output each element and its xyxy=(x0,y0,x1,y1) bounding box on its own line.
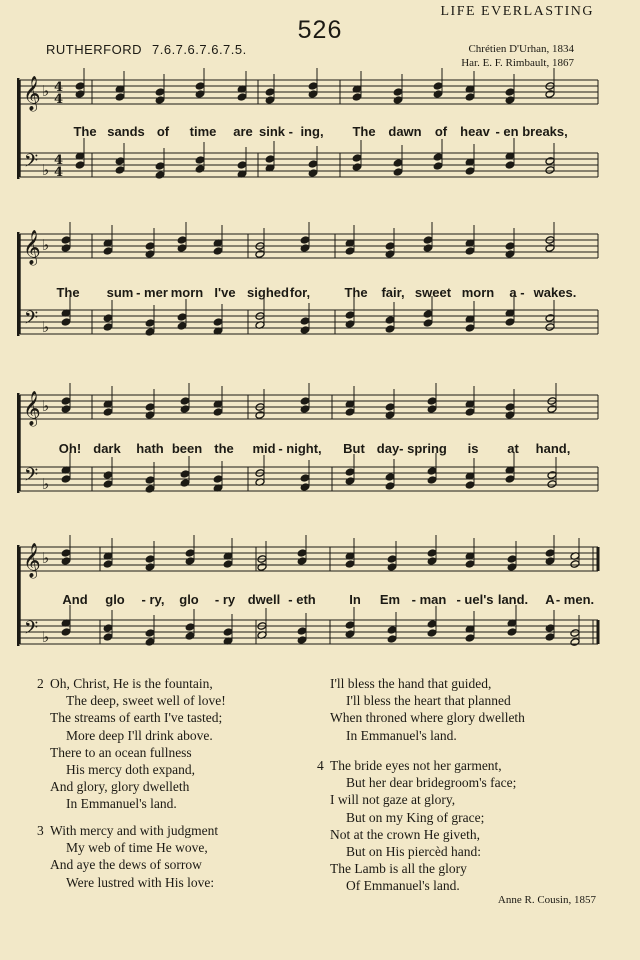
note-head xyxy=(345,630,355,639)
note-head xyxy=(180,479,190,488)
note-head xyxy=(297,549,307,558)
note-head xyxy=(237,161,247,170)
bass-clef: 𝄢 xyxy=(24,308,39,333)
note-head xyxy=(308,82,318,91)
lyric-syllable: are xyxy=(233,124,253,139)
note-head xyxy=(505,411,515,420)
stanza-number: 3 xyxy=(37,823,44,838)
lyric-syllable: - man xyxy=(411,592,447,607)
note-head xyxy=(505,242,515,251)
note-head xyxy=(177,313,187,322)
note-head xyxy=(465,324,475,333)
note-head xyxy=(257,563,267,572)
hymn-number: 526 xyxy=(297,16,343,44)
note-head xyxy=(297,627,307,636)
lyric-syllable: The xyxy=(56,285,80,300)
note-head xyxy=(155,88,165,97)
note-head xyxy=(545,557,555,566)
note-head xyxy=(433,90,443,99)
note-head xyxy=(308,160,318,169)
lyric-syllable: I've xyxy=(214,285,236,300)
lyric-syllable: Oh! xyxy=(58,441,82,456)
note-head xyxy=(427,467,437,476)
lyric-syllable: - mer xyxy=(136,285,168,300)
time-signature-bottom: 4 xyxy=(54,92,64,107)
note-head xyxy=(505,403,515,412)
verse-line: But on His piercèd hand: xyxy=(346,844,481,860)
lyric-syllable: sighed xyxy=(247,285,289,300)
bass-clef: 𝄢 xyxy=(24,618,39,643)
note-head xyxy=(103,560,113,569)
note-head xyxy=(385,482,395,491)
note-head xyxy=(185,632,195,641)
lyric-syllable: The xyxy=(352,124,376,139)
flat-sign: ♭ xyxy=(42,236,50,254)
note-head xyxy=(427,629,437,638)
verse-line: When throned where glory dwelleth xyxy=(330,710,525,726)
stanza-2 xyxy=(37,675,226,813)
lyric-syllable: - men. xyxy=(555,592,595,607)
note-head xyxy=(145,555,155,564)
note-head xyxy=(155,171,165,180)
lyric-syllable: of xyxy=(156,124,170,139)
note-head xyxy=(545,633,555,642)
note-head xyxy=(300,317,310,326)
note-head xyxy=(427,405,437,414)
note-head xyxy=(427,476,437,485)
note-head xyxy=(423,244,433,253)
note-head xyxy=(223,628,233,637)
note-head xyxy=(507,628,517,637)
verse-line: I'll bless the hand that guided, xyxy=(330,676,492,691)
lyric-syllable: sweet xyxy=(414,285,452,300)
note-head xyxy=(145,250,155,259)
lyric-syllable: heav xyxy=(460,124,490,139)
note-head xyxy=(61,549,71,558)
note-head xyxy=(385,411,395,420)
note-head xyxy=(103,247,113,256)
flat-sign: ♭ xyxy=(42,628,50,646)
note-head xyxy=(115,157,125,166)
note-head xyxy=(387,563,397,572)
verse-line: More deep I'll drink above. xyxy=(66,727,213,743)
note-head xyxy=(547,471,557,480)
lyric-syllable: dwell xyxy=(247,592,281,607)
note-head xyxy=(465,93,475,102)
note-head xyxy=(385,316,395,325)
verse-line: In Emmanuel's land. xyxy=(346,727,457,743)
flat-sign: ♭ xyxy=(42,549,50,567)
note-head xyxy=(545,157,555,166)
lyric-syllable: But xyxy=(343,441,365,456)
lyric-syllable: - uel's xyxy=(456,592,494,607)
note-head xyxy=(433,82,443,91)
note-head xyxy=(155,96,165,105)
note-head xyxy=(433,162,443,171)
lyric-line xyxy=(0,441,640,457)
note-head xyxy=(300,474,310,483)
note-head xyxy=(61,236,71,245)
lyric-syllable: The xyxy=(73,124,97,139)
note-head xyxy=(265,155,275,164)
note-head xyxy=(145,485,155,494)
note-head xyxy=(505,475,515,484)
lyric-syllable: sink - xyxy=(259,124,293,139)
lyric-syllable: And xyxy=(62,592,88,607)
lyric-syllable: been xyxy=(171,441,203,456)
note-head xyxy=(545,314,555,323)
note-head xyxy=(75,90,85,99)
author-credit: Anne R. Cousin, 1857 xyxy=(497,894,596,906)
bass-clef: 𝄢 xyxy=(24,465,39,490)
lyric-syllable: A xyxy=(545,592,555,607)
note-head xyxy=(265,88,275,97)
lyric-syllable: breaks, xyxy=(522,124,568,139)
treble-clef: 𝄞 xyxy=(23,230,41,265)
verse-line: And aye the dews of sorrow xyxy=(50,857,202,873)
flat-sign: ♭ xyxy=(42,161,50,179)
note-head xyxy=(300,244,310,253)
lyric-syllable: mid xyxy=(252,441,276,456)
tune-name: RUTHERFORD xyxy=(46,42,142,57)
verse-line: The streams of earth I've tasted; xyxy=(50,710,223,726)
note-head xyxy=(545,244,555,253)
treble-clef: 𝄞 xyxy=(23,391,41,426)
lyric-syllable: a - xyxy=(509,285,525,300)
note-head xyxy=(387,555,397,564)
note-head xyxy=(103,471,113,480)
note-head xyxy=(427,549,437,558)
lyric-syllable: is xyxy=(467,441,479,456)
lyric-syllable: morn xyxy=(170,285,204,300)
note-head xyxy=(393,96,403,105)
meter: 7.6.7.6.7.6.7.5. xyxy=(152,42,247,57)
note-head xyxy=(423,319,433,328)
lyric-syllable: glo xyxy=(179,592,199,607)
lyric-syllable: for, xyxy=(289,285,311,300)
lyric-syllable: Em xyxy=(379,592,401,607)
note-head xyxy=(237,93,247,102)
note-head xyxy=(385,473,395,482)
verse-line: Were lustred with His love: xyxy=(66,874,215,890)
note-head xyxy=(465,634,475,643)
flat-sign: ♭ xyxy=(42,318,50,336)
note-head xyxy=(180,405,190,414)
verse-line: I'll bless the heart that planned xyxy=(346,693,511,709)
note-head xyxy=(61,628,71,637)
note-head xyxy=(213,247,223,256)
note-head xyxy=(427,620,437,629)
note-head xyxy=(427,557,437,566)
stanza-number: 4 xyxy=(317,758,324,773)
note-head xyxy=(545,166,555,175)
note-head xyxy=(75,161,85,170)
verse-line: His mercy doth expand, xyxy=(66,762,195,778)
note-head xyxy=(385,250,395,259)
note-head xyxy=(145,319,155,328)
note-head xyxy=(505,318,515,327)
note-head xyxy=(185,549,195,558)
note-head xyxy=(145,242,155,251)
lyric-syllable: - ry, xyxy=(141,592,165,607)
note-head xyxy=(465,408,475,417)
note-head xyxy=(505,88,515,97)
note-head xyxy=(423,236,433,245)
lyric-syllable: - ry xyxy=(214,592,236,607)
note-head xyxy=(75,82,85,91)
note-head xyxy=(61,318,71,327)
note-head xyxy=(345,320,355,329)
note-head xyxy=(433,153,443,162)
stanza-number: 2 xyxy=(37,676,44,691)
note-head xyxy=(145,476,155,485)
verse-line: My web of time He wove, xyxy=(66,840,208,856)
note-head xyxy=(177,322,187,331)
note-head xyxy=(145,411,155,420)
note-head xyxy=(547,480,557,489)
verse-line: And glory, glory dwelleth xyxy=(50,779,190,795)
note-head xyxy=(393,159,403,168)
note-head xyxy=(385,325,395,334)
note-head xyxy=(255,411,265,420)
lyric-syllable: morn xyxy=(461,285,495,300)
lyric-syllable: In xyxy=(349,592,361,607)
verse-line: Not at the crown He giveth, xyxy=(330,826,480,842)
note-head xyxy=(352,163,362,172)
note-head xyxy=(352,93,362,102)
stanza-3-continued xyxy=(330,675,525,744)
note-head xyxy=(195,156,205,165)
note-head xyxy=(570,638,580,647)
lyric-line xyxy=(0,124,640,140)
note-head xyxy=(385,403,395,412)
note-head xyxy=(297,636,307,645)
note-head xyxy=(195,165,205,174)
note-head xyxy=(115,93,125,102)
note-head xyxy=(265,96,275,105)
note-head xyxy=(177,236,187,245)
lyric-syllable: sum xyxy=(106,285,134,300)
note-head xyxy=(545,90,555,99)
note-head xyxy=(180,470,190,479)
bass-clef: 𝄢 xyxy=(24,151,39,176)
note-head xyxy=(393,168,403,177)
note-head xyxy=(61,475,71,484)
note-head xyxy=(545,323,555,332)
arranger: Har. E. F. Rimbault, 1867 xyxy=(461,57,574,69)
note-head xyxy=(505,250,515,259)
lyric-line xyxy=(0,592,640,608)
note-head xyxy=(145,403,155,412)
lyric-syllable: hath xyxy=(136,441,164,456)
lyric-syllable: - spring xyxy=(399,441,447,456)
note-head xyxy=(255,250,265,259)
lyric-syllable: The xyxy=(344,285,368,300)
treble-clef: 𝄞 xyxy=(23,543,41,578)
lyric-syllable: land. xyxy=(497,592,529,607)
note-head xyxy=(387,626,397,635)
note-head xyxy=(352,154,362,163)
note-head xyxy=(300,483,310,492)
note-head xyxy=(115,166,125,175)
note-head xyxy=(145,638,155,647)
lyric-syllable: dark xyxy=(93,441,121,456)
lyric-syllable: at xyxy=(507,441,519,456)
note-head xyxy=(61,397,71,406)
lyric-syllable: of xyxy=(434,124,448,139)
lyric-syllable: - night, xyxy=(278,441,322,456)
system-brace xyxy=(17,232,20,336)
note-head xyxy=(308,90,318,99)
note-head xyxy=(393,88,403,97)
note-head xyxy=(345,468,355,477)
note-head xyxy=(345,247,355,256)
note-head xyxy=(223,560,233,569)
note-head xyxy=(300,326,310,335)
verse-line: The deep, sweet well of love! xyxy=(66,693,226,709)
verse-line: The bride eyes not her garment, xyxy=(330,758,502,773)
note-head xyxy=(61,405,71,414)
stanza-3 xyxy=(37,822,219,891)
lyric-syllable: the xyxy=(214,441,234,456)
lyric-syllable: - eth xyxy=(288,592,316,607)
time-signature-bottom: 4 xyxy=(54,165,64,180)
note-head xyxy=(385,242,395,251)
music-system xyxy=(17,222,598,336)
verse-line: In Emmanuel's land. xyxy=(66,796,177,812)
note-head xyxy=(300,405,310,414)
lyric-line xyxy=(0,285,640,301)
lyric-syllable: - en xyxy=(495,124,519,139)
note-head xyxy=(61,557,71,566)
verse-line: But her dear bridegroom's face; xyxy=(346,775,517,791)
note-head xyxy=(387,635,397,644)
note-head xyxy=(103,633,113,642)
verse-line: The Lamb is all the glory xyxy=(330,861,467,877)
note-head xyxy=(185,557,195,566)
note-head xyxy=(195,82,205,91)
verse-line: But on my King of grace; xyxy=(346,809,485,825)
time-signature-top: 4 xyxy=(54,153,64,168)
stanza-4 xyxy=(317,757,517,895)
note-head xyxy=(427,397,437,406)
flat-sign: ♭ xyxy=(42,397,50,415)
lyric-syllable: dawn xyxy=(388,124,422,139)
note-head xyxy=(145,328,155,337)
note-head xyxy=(300,236,310,245)
lyric-syllable: ing, xyxy=(300,124,324,139)
note-head xyxy=(465,167,475,176)
music-system xyxy=(17,383,598,493)
note-head xyxy=(297,557,307,566)
note-head xyxy=(177,244,187,253)
note-head xyxy=(145,563,155,572)
verse-line: I will not gaze at glory, xyxy=(330,792,456,808)
note-head xyxy=(465,560,475,569)
verse-line: Oh, Christ, He is the fountain, xyxy=(50,676,213,691)
flat-sign: ♭ xyxy=(42,82,50,100)
note-head xyxy=(465,481,475,490)
verse-line: Of Emmanuel's land. xyxy=(346,878,460,894)
note-head xyxy=(213,475,223,484)
lyric-syllable: hand, xyxy=(535,441,571,456)
note-head xyxy=(545,549,555,558)
section-title: LIFE EVERLASTING xyxy=(440,4,594,19)
note-head xyxy=(180,397,190,406)
note-head xyxy=(423,310,433,319)
note-head xyxy=(507,563,517,572)
note-head xyxy=(103,408,113,417)
lyric-syllable: glo xyxy=(105,592,125,607)
note-head xyxy=(465,247,475,256)
note-head xyxy=(505,96,515,105)
note-head xyxy=(103,480,113,489)
note-head xyxy=(213,318,223,327)
note-head xyxy=(547,405,557,414)
time-signature-top: 4 xyxy=(54,80,64,95)
note-head xyxy=(185,623,195,632)
note-head xyxy=(345,408,355,417)
note-head xyxy=(345,311,355,320)
lyric-syllable: sands xyxy=(107,124,145,139)
note-head xyxy=(545,624,555,633)
note-head xyxy=(213,408,223,417)
lyric-syllable: time xyxy=(189,124,217,139)
note-head xyxy=(103,624,113,633)
composer: Chrétien D'Urhan, 1834 xyxy=(468,43,574,55)
verse-line: There to an ocean fullness xyxy=(50,744,192,760)
verse-line: With mercy and with judgment xyxy=(50,823,219,838)
lyric-syllable: day xyxy=(376,441,400,456)
note-head xyxy=(103,314,113,323)
note-head xyxy=(345,621,355,630)
note-head xyxy=(570,560,580,569)
note-head xyxy=(103,323,113,332)
flat-sign: ♭ xyxy=(42,475,50,493)
lyric-syllable: fair, xyxy=(381,285,405,300)
note-head xyxy=(308,169,318,178)
note-head xyxy=(145,629,155,638)
lyric-syllable: wakes. xyxy=(533,285,577,300)
note-head xyxy=(195,90,205,99)
note-head xyxy=(570,629,580,638)
note-head xyxy=(345,560,355,569)
note-head xyxy=(345,477,355,486)
music-system xyxy=(17,535,598,646)
treble-clef: 𝄞 xyxy=(23,76,41,111)
note-head xyxy=(505,161,515,170)
note-head xyxy=(300,397,310,406)
note-head xyxy=(155,162,165,171)
note-head xyxy=(61,244,71,253)
note-head xyxy=(507,555,517,564)
